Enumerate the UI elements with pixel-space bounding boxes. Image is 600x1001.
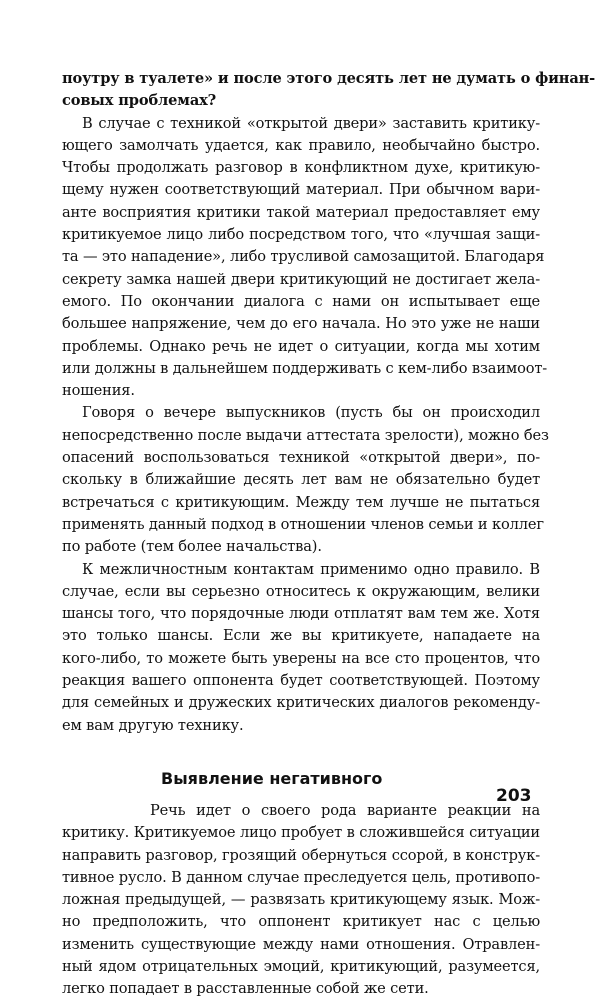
paragraph (62, 559, 540, 737)
text-line: ложная предыдущей, — развязать критикующему язык. Мож- (62, 891, 540, 909)
text-line: большее напряжение, чем до его начала. Но это уже не наши (62, 315, 540, 333)
text-line: К межличностным контактам применимо одно правило. В (82, 560, 540, 578)
text-line: по работе (тем более начальства). (62, 538, 322, 556)
text-line: В случае с техникой «открытой двери» заставить критику- (82, 114, 540, 132)
text-line: случае, если вы серьезно относитесь к окружающим, велики (62, 582, 540, 600)
text-line: ем вам другую технику. (62, 716, 244, 734)
section-heading: Выявление негативного (161, 768, 383, 788)
text-line: опасений воспользоваться техникой «открытой двери», по- (62, 449, 540, 467)
text-line: реакция вашего оппонента будет соответствующей. Поэтому (62, 672, 540, 690)
text-line: кого-либо, то можете быть уверены на все сто процентов, что (62, 649, 540, 667)
text-line: легко попадает в расставленные собой же сети. (62, 980, 429, 998)
text-line: щему нужен соответствующий материал. При обычном вари- (62, 181, 540, 199)
paragraph (62, 113, 548, 403)
text-line: секрету замка нашей двери критикующий не достигает жела- (62, 270, 540, 288)
paragraph (62, 402, 549, 558)
text-line: для семейных и дружеских критических диалогов рекоменду- (62, 694, 540, 712)
text-line: критику. Критикуемое лицо пробует в сложившейся ситуации (62, 824, 540, 842)
text-line: шансы того, что порядочные люди отплатят вам тем же. Хотя (62, 605, 540, 623)
text-line: но предположить, что оппонент критикует нас с целью (62, 913, 540, 931)
text-line: скольку в ближайшие десять лет вам не обязательно будет (62, 471, 540, 489)
text-line: направить разговор, грозящий обернуться ссорой, в конструк- (62, 846, 540, 864)
text-line: встречаться с критикующим. Между тем лучше не пытаться (62, 493, 540, 511)
text-line: анте восприятия критики такой материал предоставляет ему (62, 203, 540, 221)
paragraph (62, 68, 596, 113)
page-body (62, 68, 596, 1001)
text-line: поутру в туалете» и после этого десять лет не думать о финан- (62, 70, 596, 87)
text-line: применять данный подход в отношении членов семьи и коллег (62, 515, 544, 533)
paragraph (62, 800, 540, 1001)
text-line: это только шансы. Если же вы критикуете, нападаете на (62, 627, 540, 645)
text-line: Говоря о вечере выпускников (пусть бы он происходил (82, 404, 540, 422)
text-line: Речь идет о своего рода варианте реакции на (150, 801, 540, 819)
page-number: 203 (496, 786, 532, 806)
text-line: та — это нападение», либо трусливой самозащитой. Благодаря (62, 248, 545, 266)
text-line: проблемы. Однако речь не идет о ситуации, когда мы хотим (62, 337, 540, 355)
text-line: ношения. (62, 382, 135, 400)
text-line: тивное русло. В данном случае преследуется цель, противопо- (62, 868, 541, 886)
text-line: критикуемое лицо либо посредством того, что «лучшая защи- (62, 226, 540, 244)
text-line: совых проблемах? (62, 92, 217, 110)
text-line: емого. По окончании диалога с нами он испытывает еще (62, 292, 540, 310)
text-line: ный ядом отрицательных эмоций, критикующий, разумеется, (62, 957, 540, 975)
text-line: изменить существующие между нами отношения. Отравлен- (62, 935, 540, 953)
text-line: или должны в дальнейшем поддерживать с кем-либо взаимоот- (62, 359, 548, 377)
text-line: Чтобы продолжать разговор в конфликтном духе, критикую- (62, 159, 540, 177)
text-line: непосредственно после выдачи аттестата зрелости), можно без (62, 426, 549, 444)
text-line: ющего замолчать удается, как правило, необычайно быстро. (62, 136, 540, 154)
